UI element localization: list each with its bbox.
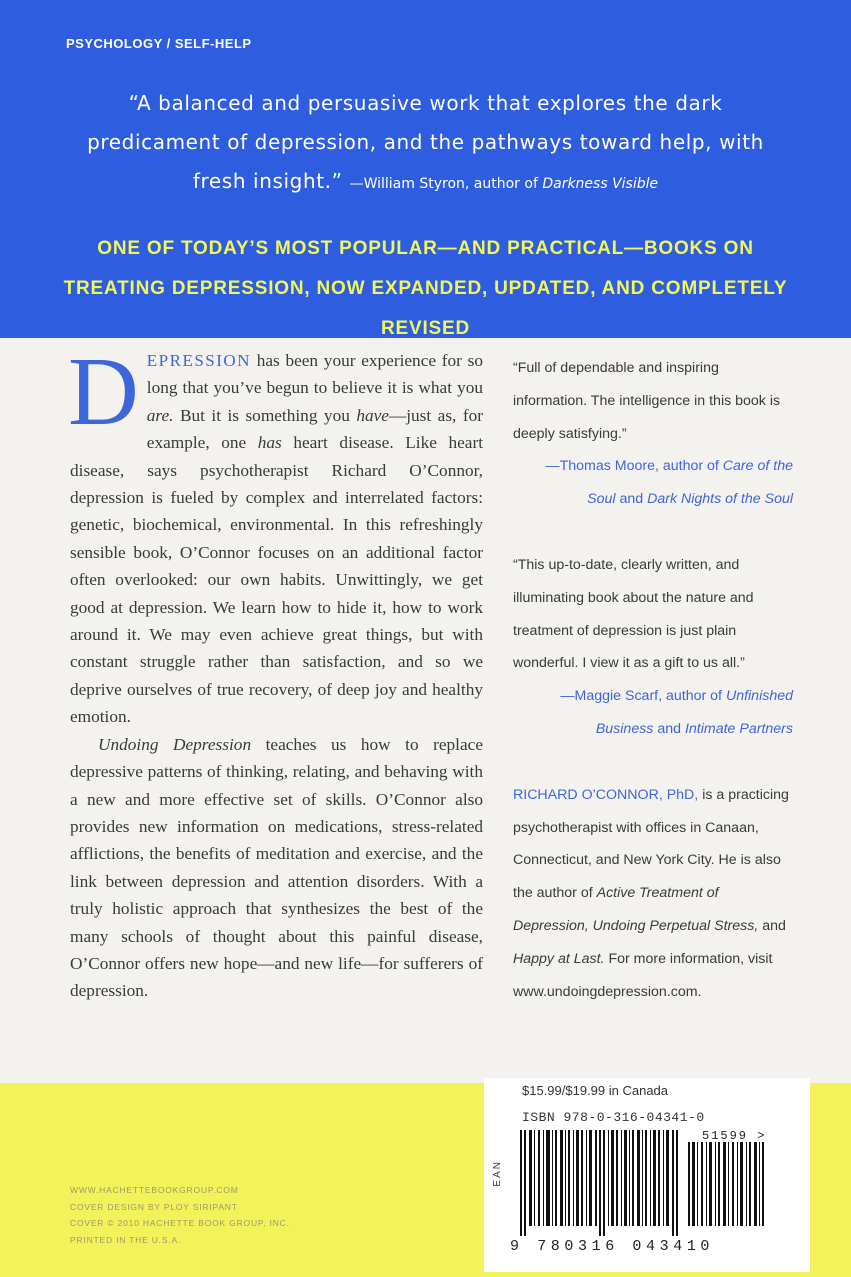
featured-quote-text: “A balanced and persuasive work that explores the dark predicament of depression, and the pathways toward help, with fresh insight.” bbox=[87, 91, 764, 193]
barcode-addon-bars bbox=[688, 1142, 768, 1226]
ean-label: EAN bbox=[492, 1160, 503, 1187]
tagline bbox=[40, 229, 811, 349]
description-paragraph-1: DEPRESSION has been your experience for so long that you’ve begun to believe it is what you are. But it is something you have—just as, for example, one has heart disease. Like heart disease, says psychotherapist Richard O’Connor, depression is fueled by complex and interrelated factors: genetic, biochemical, environmental. In this refreshingly sensible book, O’Connor focuses on an additional factor often overlooked: our own habits. Unwittingly, we get good at depression. We learn how to hide it, how to work around it. We may even achieve great things, but with constant struggle rather than satisfaction, and so we deprive ourselves of true recovery, of deep joy and healthy emotion. bbox=[68, 338, 483, 727]
review-quote: “This up-to-date, clearly written, and illuminating book about the nature and treatment of depression is just plain wonderful. I view it as a gift to us all.” bbox=[513, 556, 754, 672]
lead-word: EPRESSION bbox=[146, 351, 251, 370]
review-attribution: —Thomas Moore, author of Care of the Soul and Dark Nights of the Soul bbox=[545, 458, 793, 508]
barcode-number: 9 780316 043410 bbox=[510, 1238, 715, 1255]
review-attribution: —Maggie Scarf, author of Unfinished Business and Intimate Partners bbox=[560, 688, 793, 737]
top-blue-band bbox=[0, 0, 851, 338]
featured-quote bbox=[70, 84, 781, 204]
tagline-line1: ONE OF TODAY’S MOST POPULAR—AND PRACTICAL—BOOKS ON bbox=[97, 238, 754, 259]
drop-cap: D bbox=[68, 338, 139, 446]
description-paragraph-2: Undoing Depression teaches us how to replace depressive patterns of thinking, relating, and behaving with a new and more effective set of skills. O’Connor also provides new information on medications, stress-related afflictions, the benefits of meditation and exercise, and the link between depression and attention disorders. With a truly holistic approach that synthesizes the best of the many schools of thought about this painful disease, O’Connor offers new hope—and new life—for sufferers of depression. bbox=[70, 734, 483, 1001]
price-label: $15.99/$19.99 in Canada bbox=[522, 1083, 669, 1098]
barcode-main-bars bbox=[520, 1130, 684, 1236]
review-quote: “Full of dependable and inspiring information. The intelligence in this book is deeply satisfying.” bbox=[513, 360, 781, 442]
book-description bbox=[68, 338, 483, 1005]
isbn-label: ISBN 978-0-316-04341-0 bbox=[522, 1110, 705, 1125]
review-2 bbox=[513, 549, 793, 746]
author-name: RICHARD O’CONNOR, PhD, bbox=[513, 786, 699, 803]
cover-credits: WWW.HACHETTEBOOKGROUP.COM COVER DESIGN BY PLOY SIRIPANT COVER © 2010 HACHETTE BOOK GROUP, INC. PRINTED IN THE U.S.A. bbox=[70, 1185, 290, 1245]
category-label: PSYCHOLOGY / SELF-HELP bbox=[66, 36, 252, 51]
tagline-line2: TREATING DEPRESSION, NOW EXPANDED, UPDATED, AND COMPLETELY REVISED bbox=[63, 278, 788, 339]
book-title-inline: Undoing Depression bbox=[98, 734, 252, 754]
barcode-addon-number: 51599 > bbox=[702, 1129, 767, 1143]
author-bio: RICHARD O’CONNOR, PhD, is a practicing psychotherapist with offices in Canaan, Connecticut, and New York City. He is also the author of Active Treatment of Depression, Undoing Perpetual Stress, and Happy at Last. For more information, visit www.undoingdepression.com. bbox=[513, 786, 789, 1000]
reviews-column bbox=[513, 352, 793, 1008]
featured-quote-attribution: —William Styron, author of Darkness Visible bbox=[349, 176, 659, 192]
featured-quote-book: Darkness Visible bbox=[542, 176, 659, 192]
review-1 bbox=[513, 352, 793, 516]
